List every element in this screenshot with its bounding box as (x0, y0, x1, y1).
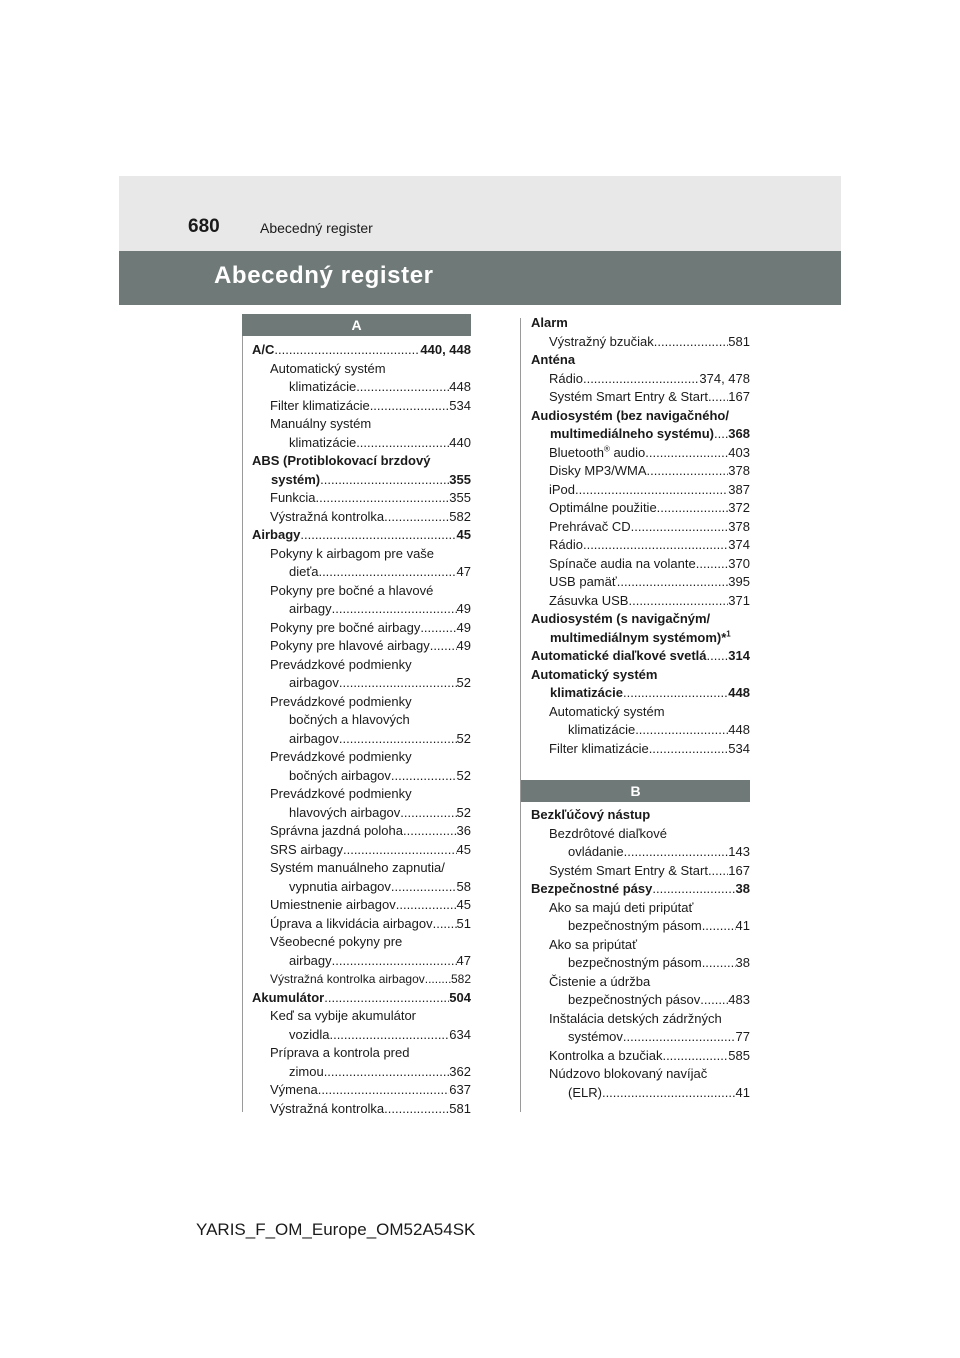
index-pages: 378 (728, 463, 750, 478)
index-pages: 448 (449, 379, 471, 394)
index-subentry (252, 822, 471, 841)
index-pages: 41 (735, 918, 750, 933)
index-pages: 45 (456, 897, 471, 912)
index-subentry-text: Núdzovo blokovaný navíjač (549, 1066, 708, 1081)
index-pages: 38 (735, 881, 750, 896)
index-subentry (252, 1100, 471, 1119)
index-term: multimediálneho systému) (550, 426, 714, 441)
index-subentry (531, 462, 750, 481)
index-subentry (531, 1028, 750, 1047)
running-title: Abecedný register (260, 220, 373, 236)
index-term: Rádio (549, 537, 583, 552)
index-term: klimatizácie (289, 379, 357, 394)
index-subentry-text: Inštalácia detských zádržných (549, 1010, 722, 1026)
index-term: systémov (568, 1029, 623, 1044)
index-subentry (531, 555, 750, 574)
index-subentry (531, 333, 750, 352)
index-subentry-text: Pokyny k airbagom pre vaše (270, 545, 435, 561)
index-pages: 403 (728, 444, 750, 460)
index-pages: 355 (449, 471, 471, 487)
index-pages: 47 (456, 952, 471, 968)
index-subentry-text: Ako sa pripútať (549, 936, 637, 952)
index-pages: 167 (728, 862, 750, 878)
index-entry-text: Audiosystém (bez navigačného/ (531, 407, 729, 423)
index-pages: 448 (728, 685, 750, 700)
index-term: Výstražný bzučiak (549, 333, 654, 349)
header-band (119, 176, 841, 251)
index-entry (252, 471, 471, 490)
index-pages: 504 (449, 989, 471, 1005)
index-term: Bluetooth (549, 444, 604, 460)
index-subentry (531, 843, 750, 862)
index-term: SRS airbagy (270, 841, 343, 857)
index-pages: 355 (449, 490, 471, 505)
index-term: klimatizácie (289, 434, 357, 450)
index-term: hlavových airbagov (289, 804, 401, 820)
index-subentry-text: Prevádzkové podmienky (270, 656, 412, 672)
index-pages: 52 (456, 730, 471, 746)
page-number: 680 (188, 216, 220, 237)
index-term: Spínače audia na volante (549, 555, 696, 571)
index-pages: 534 (449, 397, 471, 413)
index-term: airbagy (289, 601, 332, 616)
index-term: zimou (289, 1063, 324, 1079)
index-pages: 534 (728, 740, 750, 756)
index-pages: 58 (456, 878, 471, 894)
index-subentry (252, 434, 471, 453)
index-subentry (252, 619, 471, 638)
index-subentry (252, 600, 471, 619)
index-term: Systém Smart Entry & Start (549, 862, 708, 878)
index-subentry (252, 1081, 471, 1100)
index-term: Funkcia (270, 490, 316, 505)
index-pages: 637 (449, 1082, 471, 1097)
index-pages: 483 (728, 992, 750, 1007)
document-code: YARIS_F_OM_Europe_OM52A54SK (196, 1220, 476, 1239)
index-subentry-text: Keď sa vybije akumulátor (270, 1008, 417, 1023)
index-pages: 47 (456, 564, 471, 579)
index-subentry-text: Bezdrôtové diaľkové (549, 825, 667, 841)
index-subentry (531, 518, 750, 537)
index-pages: 374 (728, 537, 750, 552)
index-entry (252, 341, 471, 360)
index-pages: 52 (456, 804, 471, 820)
index-term: bezpečnostných pásov (568, 992, 701, 1007)
index-subentry (531, 370, 750, 389)
index-entry-text: Alarm (531, 315, 568, 330)
index-pages: 49 (456, 638, 471, 653)
index-column-right (531, 314, 750, 1102)
index-term: Airbagy (252, 527, 301, 542)
index-subentry (252, 952, 471, 971)
index-subentry (531, 740, 750, 759)
index-subentry-text: Príprava a kontrola pred (270, 1045, 410, 1060)
index-pages: 77 (735, 1029, 750, 1044)
index-term: Výstražná kontrolka (270, 1100, 385, 1116)
index-subentry (531, 1047, 750, 1066)
index-subentry (252, 804, 471, 823)
index-subentry-text: Automatický systém (549, 703, 665, 719)
index-pages: 45 (456, 527, 471, 542)
index-subentry-text: Manuálny systém (270, 416, 372, 431)
index-term: airbagy (289, 952, 332, 968)
index-subentry (531, 991, 750, 1010)
index-entry (531, 684, 750, 703)
index-subentry (531, 536, 750, 555)
index-pages: 582 (449, 508, 471, 524)
index-subentry (252, 970, 471, 989)
index-pages: 585 (728, 1047, 750, 1063)
index-subentry (252, 896, 471, 915)
index-term: Akumulátor (252, 989, 325, 1005)
index-subentry-text: Automatický systém (270, 360, 386, 376)
index-pages: 371 (728, 592, 750, 608)
index-entry (252, 526, 471, 545)
index-term: dieťa (289, 564, 319, 579)
index-pages: 372 (728, 500, 750, 515)
index-subentry (531, 444, 750, 463)
right-column-rule (520, 318, 521, 1112)
index-subentry (252, 878, 471, 897)
index-term: Filter klimatizácie (270, 397, 370, 413)
index-term: vozidla (289, 1026, 330, 1042)
index-pages: 143 (728, 844, 750, 859)
index-entry-text: Audiosystém (s navigačným/ (531, 611, 711, 626)
index-term: iPod (549, 481, 576, 497)
index-term: Bezpečnostné pásy (531, 881, 653, 896)
index-entry-text (531, 629, 750, 648)
index-term: bezpečnostným pásom (568, 918, 702, 933)
index-term: airbagov (289, 730, 339, 746)
index-subentry (531, 573, 750, 592)
index-term: Pokyny pre hlavové airbagy (270, 638, 430, 653)
index-pages: 36 (456, 823, 471, 838)
index-entry (531, 880, 750, 899)
index-term: Disky MP3/WMA (549, 463, 647, 478)
index-term: klimatizácie (550, 685, 623, 700)
index-term: Automatické diaľkové svetlá (531, 648, 707, 663)
index-pages: 374, 478 (699, 370, 750, 386)
index-pages: 49 (456, 601, 471, 616)
index-subentry (252, 1063, 471, 1082)
index-subentry (531, 499, 750, 518)
index-term: Zásuvka USB (549, 592, 629, 608)
index-subentry (252, 1026, 471, 1045)
index-term: bezpečnostným pásom (568, 955, 702, 970)
index-entry-text: Bezkľúčový nástup (531, 807, 651, 822)
index-term: klimatizácie (568, 722, 636, 737)
index-term: Správna jazdná poloha (270, 823, 403, 838)
index-pages: 41 (735, 1084, 750, 1100)
page-title: Abecedný register (214, 262, 434, 289)
index-subentry-text: Prevádzkové podmienky (270, 786, 412, 801)
index-subentry (252, 674, 471, 693)
index-subentry (252, 489, 471, 508)
index-subentry-text: Čistenie a údržba (549, 973, 651, 989)
index-term: Výstražná kontrolka (270, 508, 385, 524)
section-letter-a: A (242, 314, 471, 336)
index-entry (531, 425, 750, 444)
index-subentry (531, 954, 750, 973)
left-column-rule (242, 336, 243, 1112)
index-subentry (531, 592, 750, 611)
index-pages: 370 (728, 555, 750, 571)
index-term: Prehrávač CD (549, 518, 631, 534)
index-entry-text: Anténa (531, 352, 576, 367)
index-subentry-text: Prevádzkové podmienky (270, 749, 412, 764)
index-pages: 582 (450, 972, 471, 986)
index-term: Umiestnenie airbagov (270, 897, 396, 912)
index-pages: 45 (456, 841, 471, 857)
index-pages: 395 (728, 574, 750, 589)
index-subentry (531, 388, 750, 407)
index-term: bočných airbagov (289, 767, 391, 783)
index-subentry (531, 1084, 750, 1103)
index-subentry-text: Systém manuálneho zapnutia/ (270, 860, 445, 875)
index-term: USB pamäť (549, 574, 617, 589)
index-subentry (252, 397, 471, 416)
index-pages: 387 (728, 481, 750, 497)
index-subentry (252, 378, 471, 397)
index-pages: 440, 448 (420, 342, 471, 357)
index-pages: 368 (728, 426, 750, 441)
index-entry (252, 989, 471, 1008)
footnote-mark: 1 (726, 629, 731, 639)
index-subentry (252, 563, 471, 582)
index-term: systém) (271, 471, 321, 487)
index-pages: 167 (728, 389, 750, 404)
index-pages: 440 (449, 434, 471, 450)
index-pages: 378 (728, 518, 750, 534)
index-subentry-text: bočných a hlavových (289, 712, 410, 727)
index-subentry (252, 730, 471, 749)
index-term: Úprava a likvidácia airbagov (270, 915, 433, 931)
index-subentry-text: Všeobecné pokyny pre (270, 934, 403, 949)
index-subentry (252, 841, 471, 860)
index-subentry (252, 915, 471, 934)
index-entry-text: Automatický systém (531, 666, 658, 682)
index-subentry (252, 508, 471, 527)
index-subentry (252, 637, 471, 656)
index-pages: 52 (456, 675, 471, 690)
index-entry-text: ABS (Protiblokovací brzdový (252, 453, 431, 468)
index-term: A/C (252, 342, 275, 357)
index-pages: 51 (456, 915, 471, 931)
index-pages: 362 (449, 1063, 471, 1079)
index-subentry (252, 767, 471, 786)
index-pages: 314 (728, 648, 750, 663)
index-term: (ELR) (568, 1084, 602, 1100)
index-subentry-text: Ako sa majú deti pripútať (549, 899, 694, 915)
index-subentry (531, 917, 750, 936)
index-entry (531, 647, 750, 666)
index-pages: 38 (735, 955, 750, 970)
index-term: Optimálne použitie (549, 500, 657, 515)
index-column-left (252, 314, 471, 1118)
index-term: Kontrolka a bzučiak (549, 1047, 663, 1063)
registered-mark: ® (603, 444, 610, 454)
index-pages: 52 (456, 767, 471, 783)
index-term: vypnutia airbagov (289, 878, 391, 894)
section-letter-b: B (521, 780, 750, 802)
index-pages: 581 (449, 1100, 471, 1116)
index-term: Výstražná kontrolka airbagov (270, 972, 425, 986)
index-subentry-text: Prevádzkové podmienky (270, 693, 412, 709)
index-term: ovládanie (568, 844, 624, 859)
index-term-rest: audio (609, 444, 646, 460)
index-pages: 49 (456, 619, 471, 635)
index-subentry (531, 721, 750, 740)
index-term: multimediálnym systémom)* (550, 629, 727, 645)
index-pages: 581 (728, 333, 750, 349)
index-term: Rádio (549, 370, 583, 386)
index-term: Výmena (270, 1082, 318, 1097)
index-term: Pokyny pre bočné airbagy (270, 619, 421, 635)
index-subentry (531, 481, 750, 500)
index-term: Filter klimatizácie (549, 740, 649, 756)
index-pages: 448 (728, 722, 750, 737)
index-subentry-text: Pokyny pre bočné a hlavové (270, 582, 434, 598)
index-pages: 634 (449, 1026, 471, 1042)
index-term: Systém Smart Entry & Start (549, 389, 708, 404)
index-term: airbagov (289, 675, 339, 690)
index-subentry (531, 862, 750, 881)
